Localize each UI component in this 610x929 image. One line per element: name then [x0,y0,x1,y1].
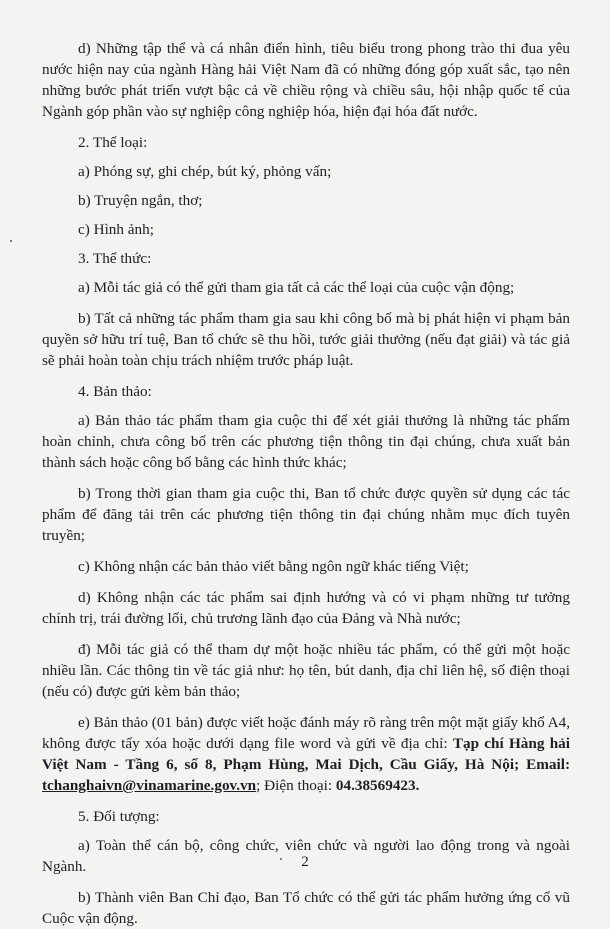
format-item-b: b) Tất cả những tác phẩm tham gia sau khi công bố mà bị phát hiện vi phạm bản quyền sở hữu trí tuệ, Ban tổ chức sẽ thu hồi, tước giải thưởng (nếu đạt giải) và tác giả sẽ phải hoàn toàn chịu trách nhiệm trước pháp luật. [42,310,570,369]
format-item-a: a) Mỗi tác giả có thể gửi tham gia tất cả các thể loại của cuộc vận động; [78,279,515,296]
submission-address: Tạp chí Hàng hải Việt Nam - Tầng 6, số 8, Phạm Hùng, Mai Dịch, Cầu Giấy, Hà Nội [42,735,570,773]
heading-participants: 5. Đối tượng: [78,808,160,825]
heading-format: 3. Thể thức: [78,250,152,267]
submission-end: . [415,777,420,794]
page-number: 2 [301,854,309,870]
participants-item-a: a) Toàn thể cán bộ, công chức, viên chức và người lao động trong và ngoài Ngành. [42,837,570,875]
submission-lead: e) Bản thảo (01 bản) được viết hoặc đánh máy rõ ràng trên một mặt giấy khổ A4, không được tẩy xóa hoặc dưới dạng file word và gửi về địa chỉ: [42,714,570,752]
submission-phone: 04.38569423 [335,777,416,794]
manuscript-item-d: d) Không nhận các tác phẩm sai định hướng và có vi phạm những tư tưởng chính trị, trái đường lối, chủ trương lãnh đạo của Đảng và Nhà nước; [42,589,570,627]
manuscript-item-dd: đ) Mỗi tác giả có thể tham dự một hoặc nhiều tác phẩm, có thể gửi một hoặc nhiều lần. Các thông tin về tác giả như: họ tên, bút danh, địa chỉ liên hệ, số điện thoại (nếu có) được gửi kèm bản thảo; [42,641,570,700]
scan-speck [280,858,282,860]
manuscript-item-c: c) Không nhận các bản thảo viết bằng ngôn ngữ khác tiếng Việt; [78,558,469,575]
manuscript-item-b: b) Trong thời gian tham gia cuộc thi, Ban tổ chức được quyền sử dụng các tác phẩm để đăng tải trên các phương tiện thông tin đại chúng nhằm mục đích tuyên truyền; [42,485,570,544]
manuscript-item-a: a) Bản thảo tác phẩm tham gia cuộc thi để xét giải thưởng là những tác phẩm hoàn chỉnh, chưa công bố trên các phương tiện thông tin đại chúng, chưa xuất bản thành sách hoặc công bố bằng các hình thức khác; [42,412,570,471]
heading-manuscript: 4. Bản thảo: [78,383,152,400]
participants-item-b: b) Thành viên Ban Chỉ đạo, Ban Tổ chức có thể gửi tác phẩm hưởng ứng cổ vũ Cuộc vận động. [42,889,570,927]
heading-genres: 2. Thể loại: [78,134,148,151]
submission-email-prefix: ; Email: [514,756,570,773]
genre-item-b: b) Truyện ngắn, thơ; [78,192,203,209]
scan-speck [10,240,12,242]
manuscript-item-e [42,712,570,796]
submission-phone-prefix: ; Điện thoại: [256,777,336,794]
paragraph-1d-exemplary-groups: d) Những tập thể và cá nhân điển hình, tiêu biểu trong phong trào thi đua yêu nước hiện nay của ngành Hàng hải Việt Nam đã có những đóng góp xuất sắc, tạo nên những bước phát triển vượt bậc cả về chiều rộng và chiều sâu, hội nhập quốc tế của Ngành góp phần vào sự nghiệp công nghiệp hóa, hiện đại hóa đất nước. [42,40,570,120]
submission-email-link[interactable]: tchanghaivn@vinamarine.gov.vn [42,777,257,794]
genre-item-c: c) Hình ảnh; [78,221,154,238]
genre-item-a: a) Phóng sự, ghi chép, bút ký, phỏng vấn; [78,163,332,180]
